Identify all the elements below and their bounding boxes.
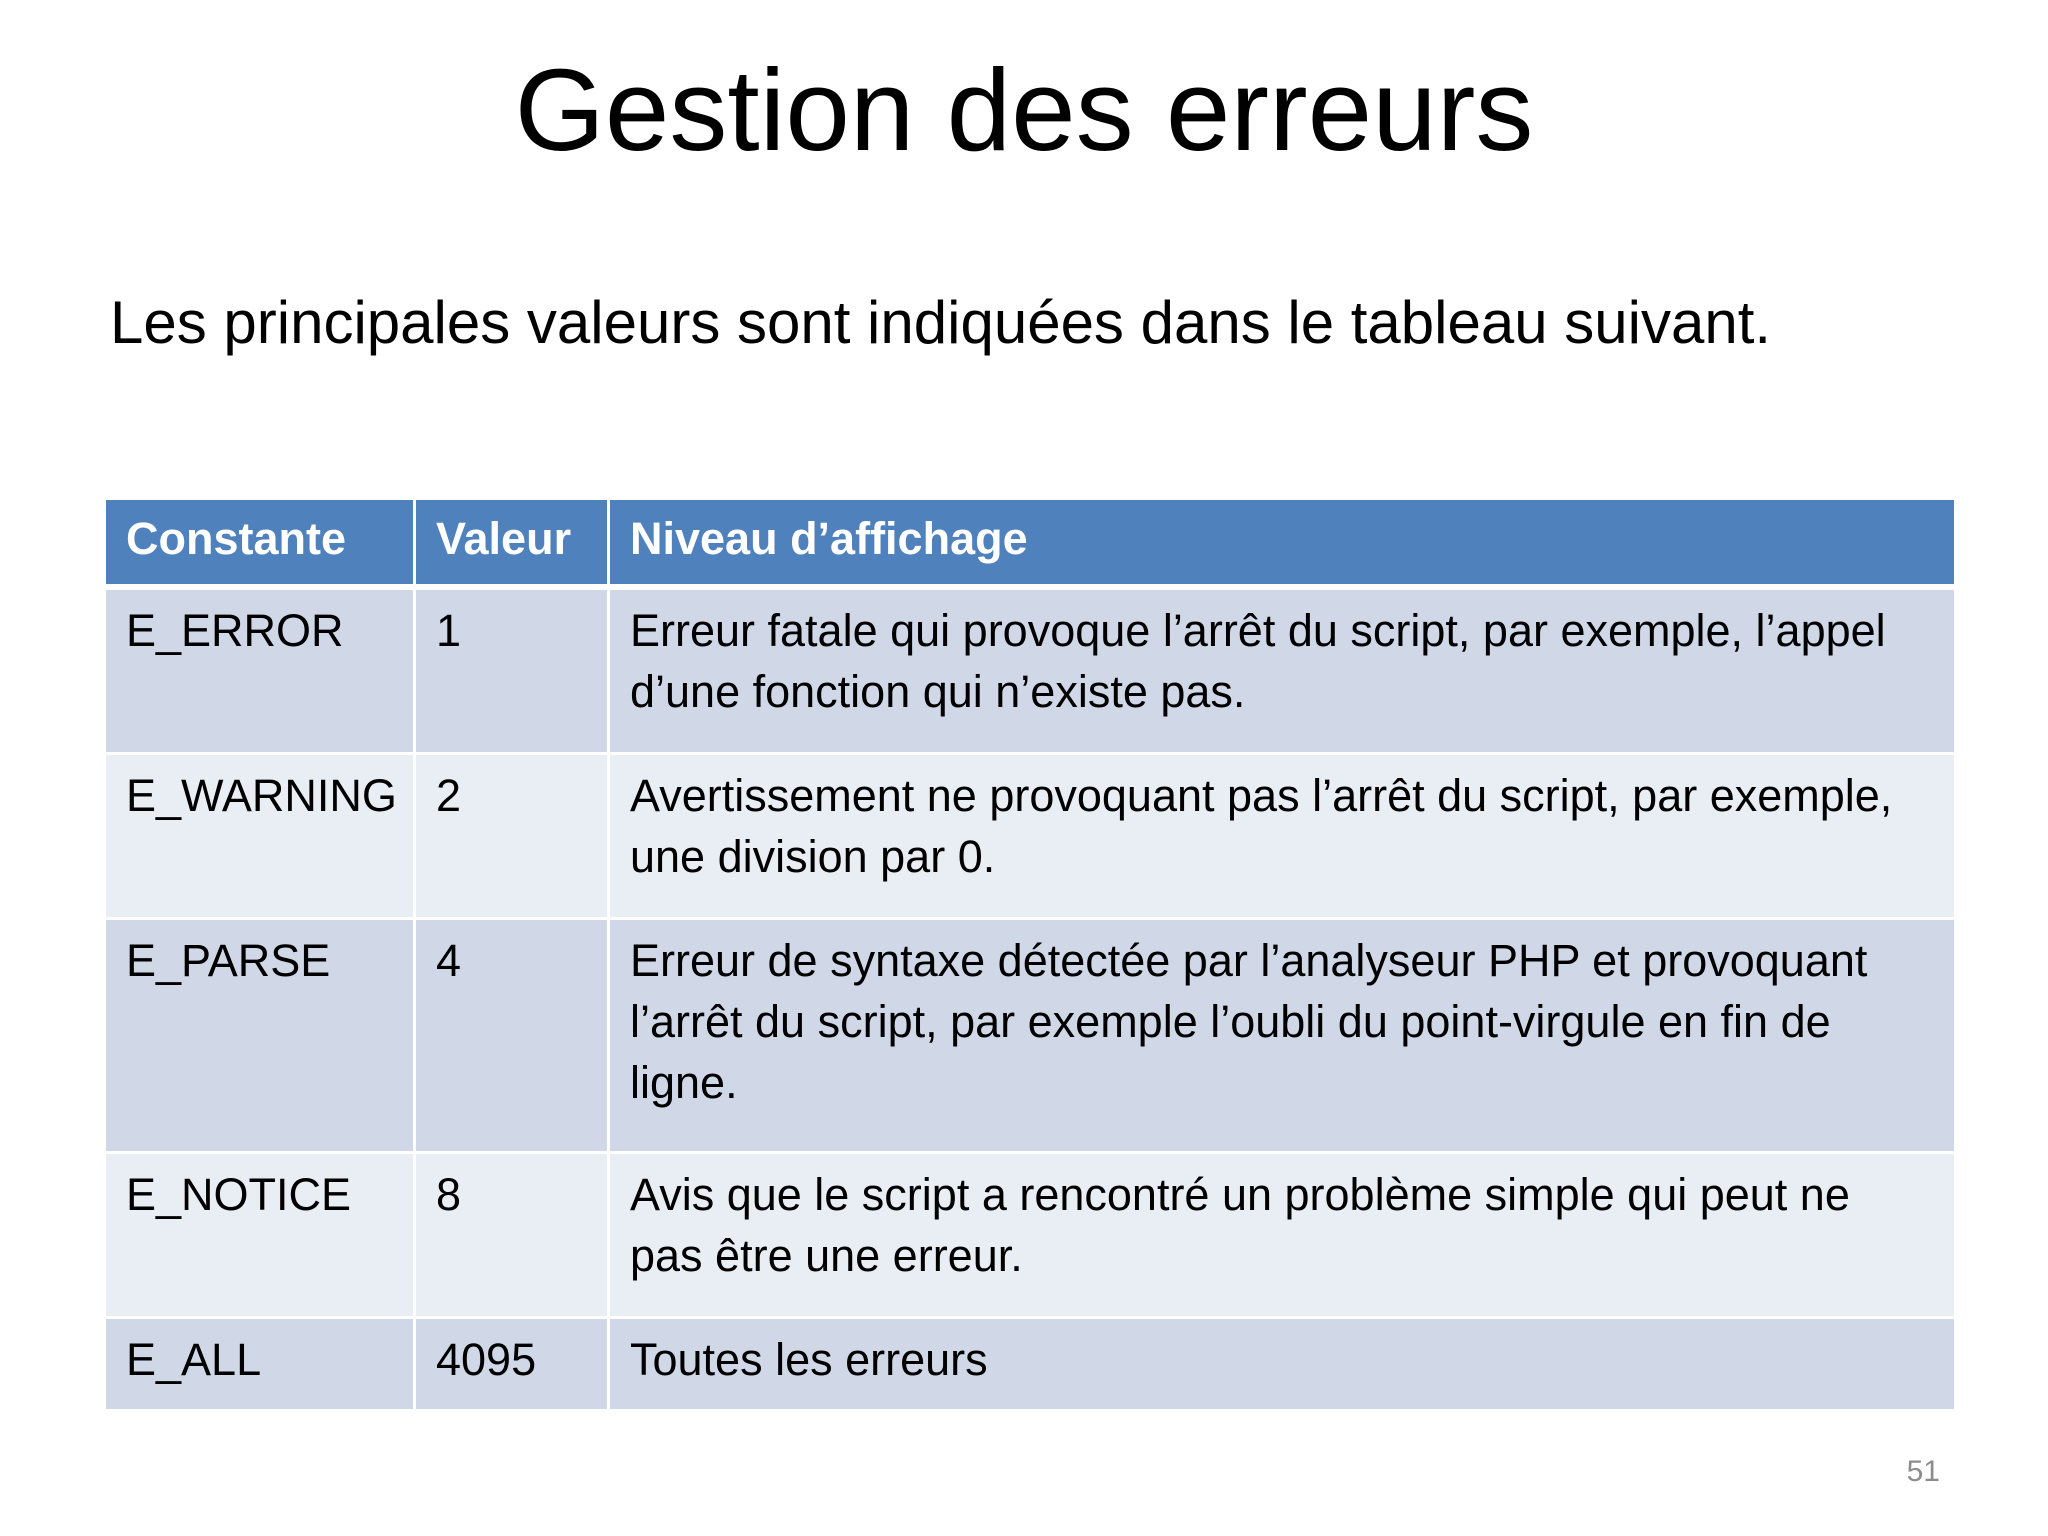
cell-constante: E_ALL [105,1318,415,1411]
cell-constante: E_ERROR [105,587,415,754]
header-constante: Constante [105,499,415,588]
table-row [105,754,1956,919]
intro-text: Les principales valeurs sont indiquées dans le tableau suivant. [110,289,1772,356]
table-row [105,1318,1956,1411]
table-row [105,1153,1956,1318]
cell-niveau: Toutes les erreurs [609,1318,1956,1411]
cell-niveau: Avertissement ne provoquant pas l’arrêt du script, par exemple, une division par 0. [609,754,1956,919]
cell-niveau: Erreur fatale qui provoque l’arrêt du script, par exemple, l’appel d’une fonction qui n’existe pas. [609,587,1956,754]
cell-niveau: Erreur de syntaxe détectée par l’analyseur PHP et provoquant l’arrêt du script, par exemple l’oubli du point-virgule en fin de ligne. [609,919,1956,1153]
page-number: 51 [1906,1455,1940,1488]
table-header-row [105,499,1956,588]
cell-valeur: 4095 [415,1318,609,1411]
cell-constante: E_PARSE [105,919,415,1153]
slide-title: Gestion des erreurs [514,45,1534,175]
error-levels-table-container [103,497,1957,1412]
cell-niveau: Avis que le script a rencontré un problème simple qui peut ne pas être une erreur. [609,1153,1956,1318]
error-levels-table [103,497,1957,1412]
header-niveau: Niveau d’affichage [609,499,1956,588]
header-valeur: Valeur [415,499,609,588]
cell-valeur: 2 [415,754,609,919]
table-row [105,919,1956,1153]
table-row [105,587,1956,754]
cell-valeur: 1 [415,587,609,754]
cell-valeur: 8 [415,1153,609,1318]
cell-valeur: 4 [415,919,609,1153]
cell-constante: E_WARNING [105,754,415,919]
cell-constante: E_NOTICE [105,1153,415,1318]
